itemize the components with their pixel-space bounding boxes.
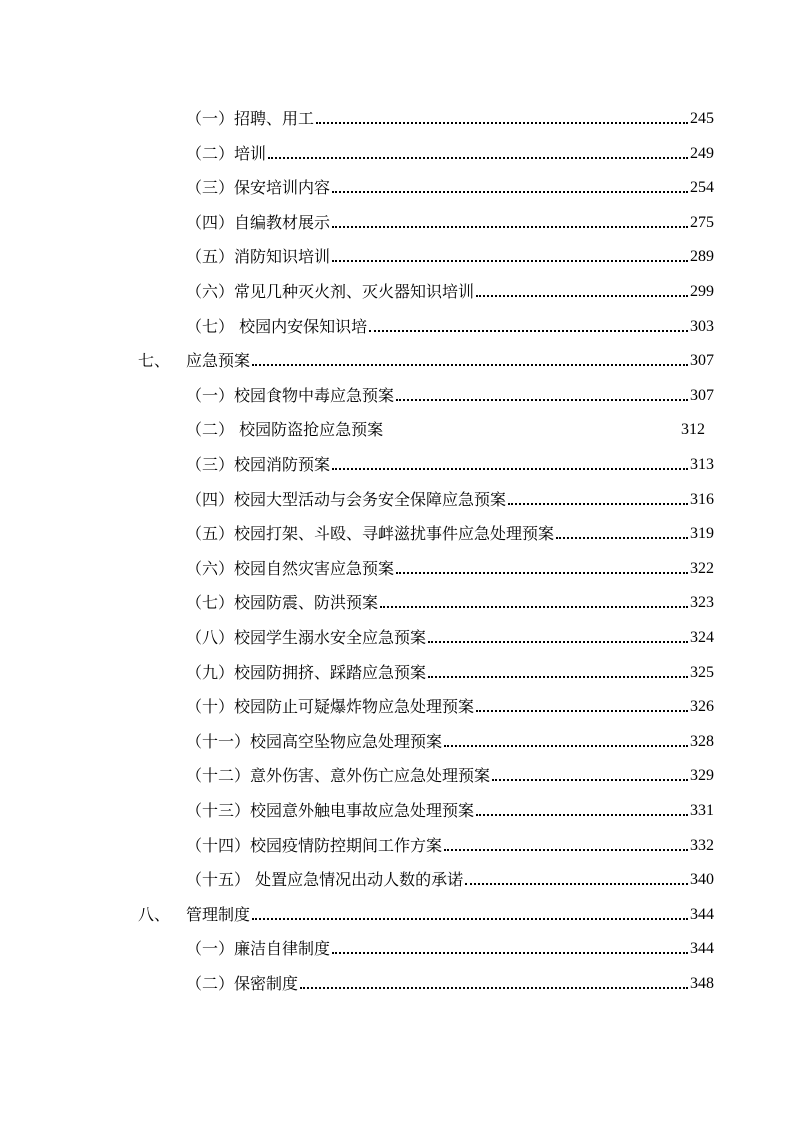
dot-leader xyxy=(396,572,688,574)
dot-leader xyxy=(428,641,688,643)
toc-entry[interactable] xyxy=(186,209,714,233)
toc-entry-page: 307 xyxy=(690,387,714,404)
toc-entry-title: （二）保密制度 xyxy=(186,974,299,993)
toc-entry-title: （十一）校园高空坠物应急处理预案 xyxy=(186,732,443,751)
toc-entry-page: 325 xyxy=(690,664,714,681)
toc-entry-title: 应急预案 xyxy=(186,351,251,370)
dot-leader xyxy=(332,468,688,470)
dot-leader xyxy=(508,503,688,505)
toc-entry-page: 331 xyxy=(690,802,714,819)
dot-leader xyxy=(444,849,688,851)
toc-entry[interactable] xyxy=(186,382,714,406)
toc-entry-title: （十四）校园疫情防控期间工作方案 xyxy=(186,836,443,855)
toc-entry-page: 303 xyxy=(690,318,714,335)
toc-entry[interactable] xyxy=(186,832,714,856)
dot-leader xyxy=(252,918,688,920)
toc-entry-title: （十二）意外伤害、意外伤亡应急处理预案 xyxy=(186,766,491,785)
toc-entry-page: 319 xyxy=(690,525,714,542)
toc-entry[interactable] xyxy=(186,243,714,267)
toc-entry-title: （一）招聘、用工 xyxy=(186,109,315,128)
dot-leader xyxy=(268,157,688,159)
dot-leader xyxy=(465,883,688,885)
toc-entry[interactable] xyxy=(186,416,714,440)
toc-entry[interactable] xyxy=(186,105,714,129)
toc-entry-page: 249 xyxy=(690,145,714,162)
toc-chapter[interactable] xyxy=(138,347,714,371)
toc-entry[interactable] xyxy=(186,762,714,786)
toc-entry-page: 313 xyxy=(690,456,714,473)
toc-entry-page: 299 xyxy=(690,283,714,300)
toc-entry-title: （四）自编教材展示 xyxy=(186,213,331,232)
toc-entry-page: 275 xyxy=(690,214,714,231)
dot-leader xyxy=(332,226,688,228)
toc-entry[interactable] xyxy=(186,313,714,337)
toc-entry[interactable] xyxy=(186,589,714,613)
toc-entry-page: 316 xyxy=(690,491,714,508)
toc-entry[interactable] xyxy=(186,486,714,510)
toc-entry-title: （五）校园打架、斗殴、寻衅滋扰事件应急处理预案 xyxy=(186,524,555,543)
dot-leader xyxy=(476,814,688,816)
toc-entry[interactable] xyxy=(186,866,714,890)
toc-entry-page: 289 xyxy=(690,248,714,265)
toc-entry[interactable] xyxy=(186,728,714,752)
toc-entry-page: 326 xyxy=(690,698,714,715)
dot-leader xyxy=(476,710,688,712)
toc-entry[interactable] xyxy=(186,624,714,648)
toc-entry-title: （一）廉洁自律制度 xyxy=(186,939,331,958)
toc-entry[interactable] xyxy=(186,278,714,302)
dot-leader xyxy=(556,537,688,539)
toc-chapter[interactable] xyxy=(138,901,714,925)
toc-entry-title: （五）消防知识培训 xyxy=(186,247,331,266)
toc-entry-title: （十五） 处置应急情况出动人数的承诺 xyxy=(186,870,464,889)
toc-entry-title: （十三）校园意外触电事故应急处理预案 xyxy=(186,801,475,820)
toc-entry[interactable] xyxy=(186,693,714,717)
toc-entry-page: 344 xyxy=(690,906,714,923)
toc-entry-page: 328 xyxy=(690,733,714,750)
dot-leader xyxy=(332,191,688,193)
toc-entry-page: 329 xyxy=(690,767,714,784)
toc-entry[interactable] xyxy=(186,555,714,579)
toc-entry[interactable] xyxy=(186,174,714,198)
toc-entry-page: 332 xyxy=(690,837,714,854)
dot-leader xyxy=(369,330,688,332)
toc-entry-title: （十）校园防止可疑爆炸物应急处理预案 xyxy=(186,697,475,716)
toc-entry[interactable] xyxy=(186,140,714,164)
toc-entry-page: 323 xyxy=(690,594,714,611)
toc-entry[interactable] xyxy=(186,935,714,959)
toc-entry-title: （六）校园自然灾害应急预案 xyxy=(186,559,395,578)
dot-leader xyxy=(396,399,688,401)
toc-entry-title: （七） 校园内安保知识培 xyxy=(186,317,368,336)
dot-leader xyxy=(492,779,688,781)
toc-entry[interactable] xyxy=(186,797,714,821)
toc-chapter-number: 八、 xyxy=(138,905,171,924)
toc-entry-title: （二） 校园防盗抢应急预案 xyxy=(186,420,384,439)
toc-entry-page: 344 xyxy=(690,940,714,957)
toc-entry-page: 348 xyxy=(690,975,714,992)
toc-entry[interactable] xyxy=(186,659,714,683)
toc-entry-page: 324 xyxy=(690,629,714,646)
dot-leader xyxy=(332,260,688,262)
dot-leader xyxy=(428,676,688,678)
dot-leader xyxy=(444,745,688,747)
toc-entry-page: 312 xyxy=(681,421,705,438)
dot-leader xyxy=(300,987,688,989)
toc-entry-title: 管理制度 xyxy=(186,905,251,924)
toc-entry-page: 254 xyxy=(690,179,714,196)
dot-leader xyxy=(380,606,688,608)
toc-entry-title: （一）校园食物中毒应急预案 xyxy=(186,386,395,405)
toc-entry-title: （九）校园防拥挤、踩踏应急预案 xyxy=(186,663,427,682)
toc-entry-title: （六）常见几种灭火剂、灭火器知识培训 xyxy=(186,282,475,301)
toc-chapter-number: 七、 xyxy=(138,351,171,370)
toc-entry-page: 245 xyxy=(690,110,714,127)
dot-leader xyxy=(316,122,688,124)
toc-entry-title: （四）校园大型活动与会务安全保障应急预案 xyxy=(186,490,507,509)
toc-entry-page: 340 xyxy=(690,871,714,888)
toc-entry-page: 322 xyxy=(690,560,714,577)
toc-entry[interactable] xyxy=(186,520,714,544)
toc-entry-title: （七）校园防震、防洪预案 xyxy=(186,593,379,612)
toc-entry[interactable] xyxy=(186,970,714,994)
dot-leader xyxy=(252,364,688,366)
toc-entry-title: （三）保安培训内容 xyxy=(186,178,331,197)
dot-leader xyxy=(476,295,688,297)
toc-entry[interactable] xyxy=(186,451,714,475)
toc-entry-title: （三）校园消防预案 xyxy=(186,455,331,474)
toc-entry-page: 307 xyxy=(690,352,714,369)
toc-entry-title: （二）培训 xyxy=(186,144,267,163)
dot-leader xyxy=(332,952,688,954)
toc-entry-title: （八）校园学生溺水安全应急预案 xyxy=(186,628,427,647)
